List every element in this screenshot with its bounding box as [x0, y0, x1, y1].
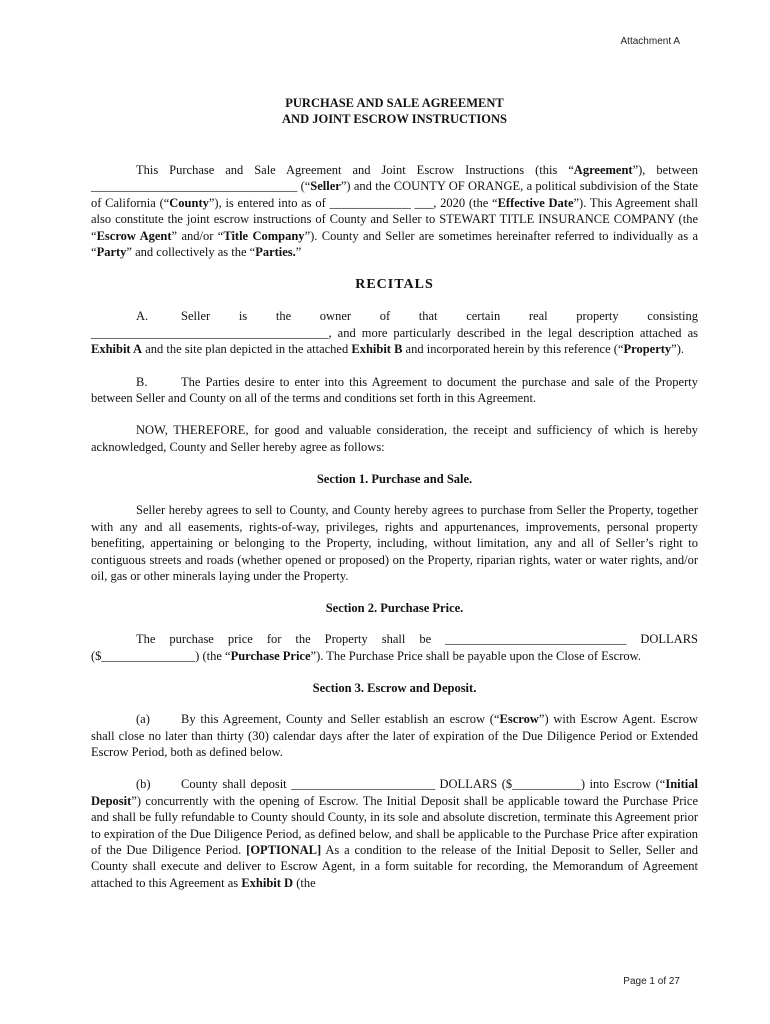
document-body	[91, 95, 698, 891]
recital-a-label: A.	[136, 309, 149, 324]
title-line-1: PURCHASE AND SALE AGREEMENT	[285, 96, 504, 110]
section-3a-text-part: By this Agreement, County and Seller establish an escrow (“	[181, 712, 500, 727]
intro-term-parties: Parties.	[255, 245, 296, 260]
intro-term-party: Party	[96, 245, 127, 260]
section-3a-label: (a)	[136, 712, 150, 727]
section-1-heading: Section 1. Purchase and Sale.	[316, 472, 473, 487]
section-3a	[91, 711, 698, 760]
page-number-footer: Page 1 of 27	[623, 976, 680, 987]
intro-text: ”	[295, 245, 302, 260]
intro-text: ” and/or “	[171, 228, 224, 243]
intro-term-effective-date: Effective Date	[497, 195, 574, 210]
recital-b-text: The Parties desire to enter into this Agreement to document the purchase and sale of the Property between Seller and County on all of the terms and conditions set forth in this Agreement.	[91, 374, 698, 406]
section-3-heading: Section 3. Escrow and Deposit.	[312, 681, 477, 696]
intro-term-escrow-agent: Escrow Agent	[96, 228, 172, 243]
recital-b	[91, 374, 698, 407]
intro-term-agreement: Agreement	[573, 163, 633, 177]
recital-a-first-line	[91, 308, 698, 324]
section-3b	[91, 776, 698, 891]
recital-a-text-part: ”).	[671, 342, 685, 357]
intro-term-county: County	[169, 195, 209, 210]
now-therefore-paragraph: NOW, THEREFORE, for good and valuable consideration, the receipt and sufficiency of which is hereby acknowledged, County and Seller hereby agree as follows:	[91, 423, 698, 454]
section-3b-text-part: As a condition to the release of the Initial Deposit to Seller, Seller and County shall execute and deliver to Escrow Agent, in a form suitable for recording, the Memorandum of Agreement attached to this Agreement as	[91, 842, 698, 890]
recital-a-text-part: and incorporated herein by this reference (“	[402, 342, 624, 357]
intro-text: ”), between _________________________________ (“	[91, 163, 698, 194]
section-2-heading: Section 2. Purchase Price.	[325, 601, 464, 616]
recitals-heading: RECITALS	[355, 277, 434, 293]
intro-text: ”). This Agreement shall also constitute the joint escrow instructions of County and Seller to STEWART TITLE INSURANCE COMPANY (the “	[91, 195, 698, 243]
document-title	[91, 95, 698, 127]
recital-a-term-property: Property	[623, 342, 672, 357]
section-3b-text-part: ”) concurrently with the opening of Escrow. The Initial Deposit shall be applicable toward the Purchase Price and shall be fully refundable to County should County, in its sole and absolute discretion, terminate this Agreement prior to expiration of the Due Diligence Period, as defined below, and shall be applicable to the Purchase Price after expiration of the Due Diligence Period.	[91, 793, 698, 857]
section-3b-text-part: (the	[293, 875, 316, 890]
attachment-header: Attachment A	[620, 36, 680, 47]
section-3b-label: (b)	[136, 777, 151, 792]
intro-text: ”). County and Seller are sometimes hereinafter referred to individually as a “	[91, 228, 698, 260]
section-1-text: Seller hereby agrees to sell to County, and County hereby agrees to purchase from Seller the Property, together with any and all easements, rights-of-way, privileges, rights and appurtenances, improvements, personal property benefiting, appertaining or belonging to the Property, including, without limitation, any and all of Seller’s right to contiguous streets and roads (whether opened or proposed) on the Property, riparian rights, water or water rights, and/or oil, gas or other minerals laying under the Property.	[91, 503, 698, 583]
section-3b-text-part: County shall deposit _______________________ DOLLARS ($___________) into Escrow (“	[181, 777, 666, 792]
recital-a-exhibit-a: Exhibit A	[91, 342, 143, 357]
section-3a-text-part: ”) with Escrow Agent. Escrow shall close no later than thirty (30) calendar days after the later of expiration of the Due Diligence Period or Extended Escrow Period, both as defined below.	[91, 712, 698, 759]
title-line-2: AND JOINT ESCROW INSTRUCTIONS	[282, 112, 507, 126]
recital-b-label: B.	[136, 374, 148, 389]
intro-text: ” and collectively as the “	[126, 245, 256, 260]
intro-term-seller: Seller	[310, 179, 341, 194]
intro-text: ”), is entered into as of _____________ ___, 2020 (the “	[208, 195, 498, 210]
recital-a-text-part: and the site plan depicted in the attached	[142, 342, 352, 357]
section-2-term-purchase-price: Purchase Price	[230, 648, 311, 663]
section-2-text	[91, 631, 698, 664]
intro-text: ”) and the COUNTY OF ORANGE, a political subdivision of the State of California (“	[91, 179, 698, 210]
recital-a-exhibit-b: Exhibit B	[351, 342, 403, 357]
recital-a-text-part: ______________________________________, and more particularly described in the legal description attached as	[91, 325, 698, 340]
intro-text: This Purchase and Sale Agreement and Joint Escrow Instructions (this “	[136, 163, 574, 177]
section-3b-term-initial-deposit: Initial Deposit	[91, 777, 698, 808]
section-2-text-part: The purchase price for the Property shall be _____________________________ DOLLARS ($_______________) (the “	[91, 632, 698, 663]
intro-paragraph	[91, 162, 698, 260]
recital-a	[91, 308, 698, 357]
recital-a-line1: Seller is the owner of that certain real property consisting	[181, 309, 698, 324]
section-3b-exhibit-d: Exhibit D	[241, 875, 294, 890]
section-3b-optional-tag: [OPTIONAL]	[246, 842, 322, 857]
section-3a-term-escrow: Escrow	[499, 712, 539, 727]
intro-term-title-company: Title Company	[223, 228, 305, 243]
recital-a-text	[91, 325, 698, 358]
section-2-text-part: ”). The Purchase Price shall be payable upon the Close of Escrow.	[310, 648, 641, 663]
